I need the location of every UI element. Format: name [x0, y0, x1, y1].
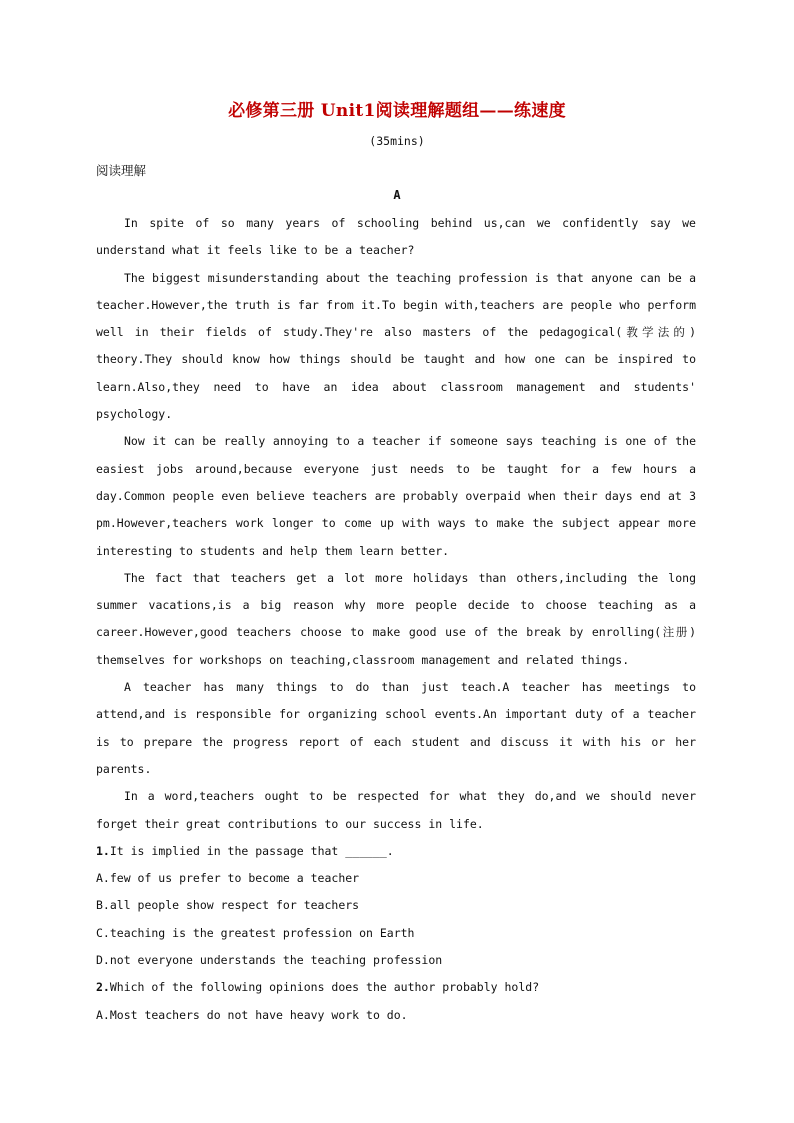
- paragraph: The fact that teachers get a lot more holidays than others,including the long summer vacations,is a big reason why more people decide to choose teaching as a career.However,good teachers choose to make good use of the break by enrolling(注册) themselves for workshops on teaching,classroom management and related things.: [96, 570, 696, 667]
- question-2: [96, 974, 696, 1001]
- paragraph: The biggest misunderstanding about the teaching profession is that anyone can be a teacher.However,the truth is far from it.To begin with,teachers are people who perform well in their fields of study.They're also masters of the pedagogical(教学法的) theory.They should know how things should be taught and how one can be inspired to learn.Also,they need to have an idea about classroom management and students' psychology.: [96, 270, 696, 422]
- question-stem: Which of the following opinions does the author probably hold?: [109, 980, 540, 995]
- passage-label: A: [393, 188, 401, 202]
- question-number: 1.: [96, 843, 110, 858]
- passage-body: [96, 210, 696, 1029]
- answer-option: C.teaching is the greatest profession on Earth: [96, 925, 415, 940]
- time-limit: (35mins): [369, 134, 425, 148]
- answer-option: A.few of us prefer to become a teacher: [96, 871, 360, 886]
- question-stem: It is implied in the passage that ______.: [109, 843, 394, 858]
- paragraph: Now it can be really annoying to a teacher if someone says teaching is one of the easiest jobs around,because everyone just needs to be taught for a few hours a day.Common people even believe teachers are probably overpaid when their days end at 3 pm.However,teachers work longer to come up with ways to make the subject appear more interesting to students and help them learn better.: [96, 434, 696, 558]
- page-title: 必修第三册 Unit1阅读理解题组——练速度: [228, 101, 566, 121]
- paragraph: In spite of so many years of schooling behind us,can we confidently say we understand what it feels like to be a teacher?: [96, 216, 696, 258]
- paragraph: A teacher has many things to do than just teach.A teacher has meetings to attend,and is responsible for organizing school events.An important duty of a teacher is to prepare the progress report of each student and discuss it with his or her parents.: [96, 680, 696, 776]
- answer-option: B.all people show respect for teachers: [96, 898, 360, 913]
- answer-option: A.Most teachers do not have heavy work to do.: [96, 1007, 408, 1022]
- section-heading: 阅读理解: [96, 163, 147, 178]
- answer-option: D.not everyone understands the teaching profession: [96, 953, 443, 968]
- question-1: [96, 838, 696, 865]
- question-number: 2.: [96, 980, 110, 995]
- paragraph: In a word,teachers ought to be respected for what they do,and we should never forget their great contributions to our success in life.: [96, 789, 696, 831]
